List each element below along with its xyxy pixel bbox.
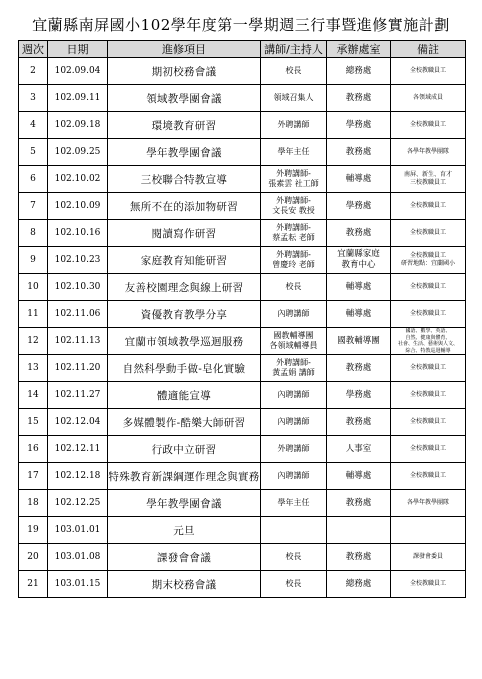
cell-office: 宜蘭縣家庭 教育中心 <box>327 247 391 274</box>
cell-host: 外聘講師- 黃孟娟 講師 <box>261 355 327 382</box>
cell-week: 17 <box>19 463 48 490</box>
table-row <box>19 274 466 301</box>
cell-host: 校長 <box>261 274 327 301</box>
cell-date: 102.12.18 <box>48 463 108 490</box>
cell-date: 102.09.25 <box>48 139 108 166</box>
cell-week: 7 <box>19 193 48 220</box>
cell-week: 3 <box>19 85 48 112</box>
table-row <box>19 112 466 139</box>
cell-week: 2 <box>19 58 48 85</box>
cell-office: 輔導處 <box>327 463 391 490</box>
cell-note: 各學年教學團隊 <box>391 490 466 517</box>
table-row <box>19 490 466 517</box>
cell-topic: 宜蘭市領域教學巡迴服務 <box>108 328 261 355</box>
cell-week: 14 <box>19 382 48 409</box>
cell-office: 總務處 <box>327 58 391 85</box>
table-row <box>19 571 466 598</box>
cell-note: 全校教職員工 <box>391 355 466 382</box>
cell-note: 全校教職員工 <box>391 463 466 490</box>
table-row <box>19 247 466 274</box>
cell-host: 校長 <box>261 544 327 571</box>
table-row <box>19 544 466 571</box>
cell-week: 5 <box>19 139 48 166</box>
table-row <box>19 463 466 490</box>
schedule-table <box>18 40 466 598</box>
cell-week: 13 <box>19 355 48 382</box>
cell-host: 內聘講師 <box>261 463 327 490</box>
cell-week: 8 <box>19 220 48 247</box>
table-row <box>19 166 466 193</box>
cell-date: 102.12.11 <box>48 436 108 463</box>
cell-note: 全校教職員工 <box>391 112 466 139</box>
cell-note: 全校教職員工 <box>391 409 466 436</box>
cell-topic: 多媒體製作-酷樂大師研習 <box>108 409 261 436</box>
cell-date: 103.01.01 <box>48 517 108 544</box>
cell-note: 全校教職員工 <box>391 193 466 220</box>
table-row <box>19 436 466 463</box>
cell-host: 學年主任 <box>261 139 327 166</box>
cell-topic: 期初校務會議 <box>108 58 261 85</box>
cell-office: 教務處 <box>327 139 391 166</box>
header-note: 備註 <box>391 41 466 58</box>
cell-topic: 學年教學團會議 <box>108 139 261 166</box>
cell-week: 20 <box>19 544 48 571</box>
cell-topic: 無所不在的添加物研習 <box>108 193 261 220</box>
table-row <box>19 328 466 355</box>
cell-host: 校長 <box>261 58 327 85</box>
cell-host: 外聘講師- 張素雲 社工師 <box>261 166 327 193</box>
table-row <box>19 301 466 328</box>
cell-office: 輔導處 <box>327 274 391 301</box>
cell-date: 102.09.04 <box>48 58 108 85</box>
cell-host: 外聘講師- 文長安 教授 <box>261 193 327 220</box>
table-row <box>19 382 466 409</box>
cell-date: 102.10.09 <box>48 193 108 220</box>
cell-date: 103.01.08 <box>48 544 108 571</box>
cell-topic: 領域教學團會議 <box>108 85 261 112</box>
cell-office: 國教輔導團 <box>327 328 391 355</box>
cell-date: 102.09.11 <box>48 85 108 112</box>
cell-week: 18 <box>19 490 48 517</box>
header-office: 承辦處室 <box>327 41 391 58</box>
cell-date: 102.11.20 <box>48 355 108 382</box>
cell-note: 全校教職員工 <box>391 301 466 328</box>
cell-topic: 三校聯合特教宣導 <box>108 166 261 193</box>
cell-week: 6 <box>19 166 48 193</box>
table-row <box>19 409 466 436</box>
cell-week: 12 <box>19 328 48 355</box>
cell-office: 人事室 <box>327 436 391 463</box>
header-week: 週次 <box>19 41 48 58</box>
cell-note: 全校教職員工 <box>391 436 466 463</box>
cell-note: 國語、數學、英語、 自然、健康與體育、 社會、生活、藝術與人文、 綜合、特教巡迴輔導 <box>391 328 466 355</box>
table-row <box>19 355 466 382</box>
cell-date: 102.11.27 <box>48 382 108 409</box>
header-host: 講師/主持人 <box>261 41 327 58</box>
cell-note: 課發會委員 <box>391 544 466 571</box>
cell-office: 教務處 <box>327 544 391 571</box>
cell-note: 各學年教學團隊 <box>391 139 466 166</box>
cell-topic: 元旦 <box>108 517 261 544</box>
cell-topic: 資優教育教學分享 <box>108 301 261 328</box>
cell-week: 4 <box>19 112 48 139</box>
cell-week: 15 <box>19 409 48 436</box>
cell-host: 內聘講師 <box>261 382 327 409</box>
cell-date: 102.10.02 <box>48 166 108 193</box>
cell-note: 全校教職員工 研習地點：宜蘭國小 <box>391 247 466 274</box>
cell-date: 103.01.15 <box>48 571 108 598</box>
cell-note: 全校教職員工 <box>391 274 466 301</box>
cell-topic: 自然科學動手做-皂化實驗 <box>108 355 261 382</box>
cell-topic: 特殊教育新課綱運作理念與實務 <box>108 463 261 490</box>
cell-date: 102.11.06 <box>48 301 108 328</box>
cell-host: 外聘講師- 蔡孟耘 老師 <box>261 220 327 247</box>
cell-week: 16 <box>19 436 48 463</box>
header-date: 日期 <box>48 41 108 58</box>
cell-date: 102.11.13 <box>48 328 108 355</box>
cell-week: 21 <box>19 571 48 598</box>
cell-office: 教務處 <box>327 220 391 247</box>
cell-topic: 期末校務會議 <box>108 571 261 598</box>
cell-note: 南屏、新生、育才 三校教職員工 <box>391 166 466 193</box>
cell-note: 全校教職員工 <box>391 382 466 409</box>
cell-host: 內聘講師 <box>261 409 327 436</box>
cell-office: 學務處 <box>327 382 391 409</box>
cell-office: 教務處 <box>327 355 391 382</box>
cell-office <box>327 517 391 544</box>
cell-office: 教務處 <box>327 409 391 436</box>
cell-host: 外聘講師 <box>261 112 327 139</box>
cell-note <box>391 517 466 544</box>
cell-date: 102.12.04 <box>48 409 108 436</box>
cell-topic: 閱讀寫作研習 <box>108 220 261 247</box>
table-row <box>19 139 466 166</box>
cell-week: 10 <box>19 274 48 301</box>
cell-host: 外聘講師- 曾慶玲 老師 <box>261 247 327 274</box>
cell-topic: 行政中立研習 <box>108 436 261 463</box>
cell-date: 102.12.25 <box>48 490 108 517</box>
cell-week: 19 <box>19 517 48 544</box>
cell-host: 領域召集人 <box>261 85 327 112</box>
cell-office: 輔導處 <box>327 301 391 328</box>
cell-date: 102.10.23 <box>48 247 108 274</box>
cell-office: 學務處 <box>327 112 391 139</box>
table-row <box>19 517 466 544</box>
cell-host: 校長 <box>261 571 327 598</box>
cell-date: 102.10.16 <box>48 220 108 247</box>
cell-note: 全校教職員工 <box>391 220 466 247</box>
cell-office: 教務處 <box>327 490 391 517</box>
cell-topic: 友善校園理念與線上研習 <box>108 274 261 301</box>
cell-week: 9 <box>19 247 48 274</box>
cell-topic: 體適能宣導 <box>108 382 261 409</box>
cell-topic: 課發會會議 <box>108 544 261 571</box>
cell-office: 總務處 <box>327 571 391 598</box>
cell-date: 102.10.30 <box>48 274 108 301</box>
document-title: 宜蘭縣南屏國小102學年度第一學期週三行事暨進修實施計劃 <box>32 16 450 34</box>
cell-topic: 環境教育研習 <box>108 112 261 139</box>
cell-note: 各領域成員 <box>391 85 466 112</box>
cell-office: 學務處 <box>327 193 391 220</box>
cell-host: 外聘講師 <box>261 436 327 463</box>
cell-week: 11 <box>19 301 48 328</box>
table-row <box>19 220 466 247</box>
cell-topic: 學年教學團會議 <box>108 490 261 517</box>
cell-host: 國教輔導團 各領域輔導員 <box>261 328 327 355</box>
cell-host <box>261 517 327 544</box>
table-row <box>19 58 466 85</box>
table-row <box>19 193 466 220</box>
cell-office: 教務處 <box>327 85 391 112</box>
table-header-row <box>19 41 466 58</box>
header-topic: 進修項目 <box>108 41 261 58</box>
cell-host: 內聘講師 <box>261 301 327 328</box>
schedule-rows <box>19 58 466 598</box>
cell-note: 全校教職員工 <box>391 58 466 85</box>
cell-host: 學年主任 <box>261 490 327 517</box>
cell-office: 輔導處 <box>327 166 391 193</box>
cell-note: 全校教職員工 <box>391 571 466 598</box>
table-row <box>19 85 466 112</box>
cell-date: 102.09.18 <box>48 112 108 139</box>
cell-topic: 家庭教育知能研習 <box>108 247 261 274</box>
